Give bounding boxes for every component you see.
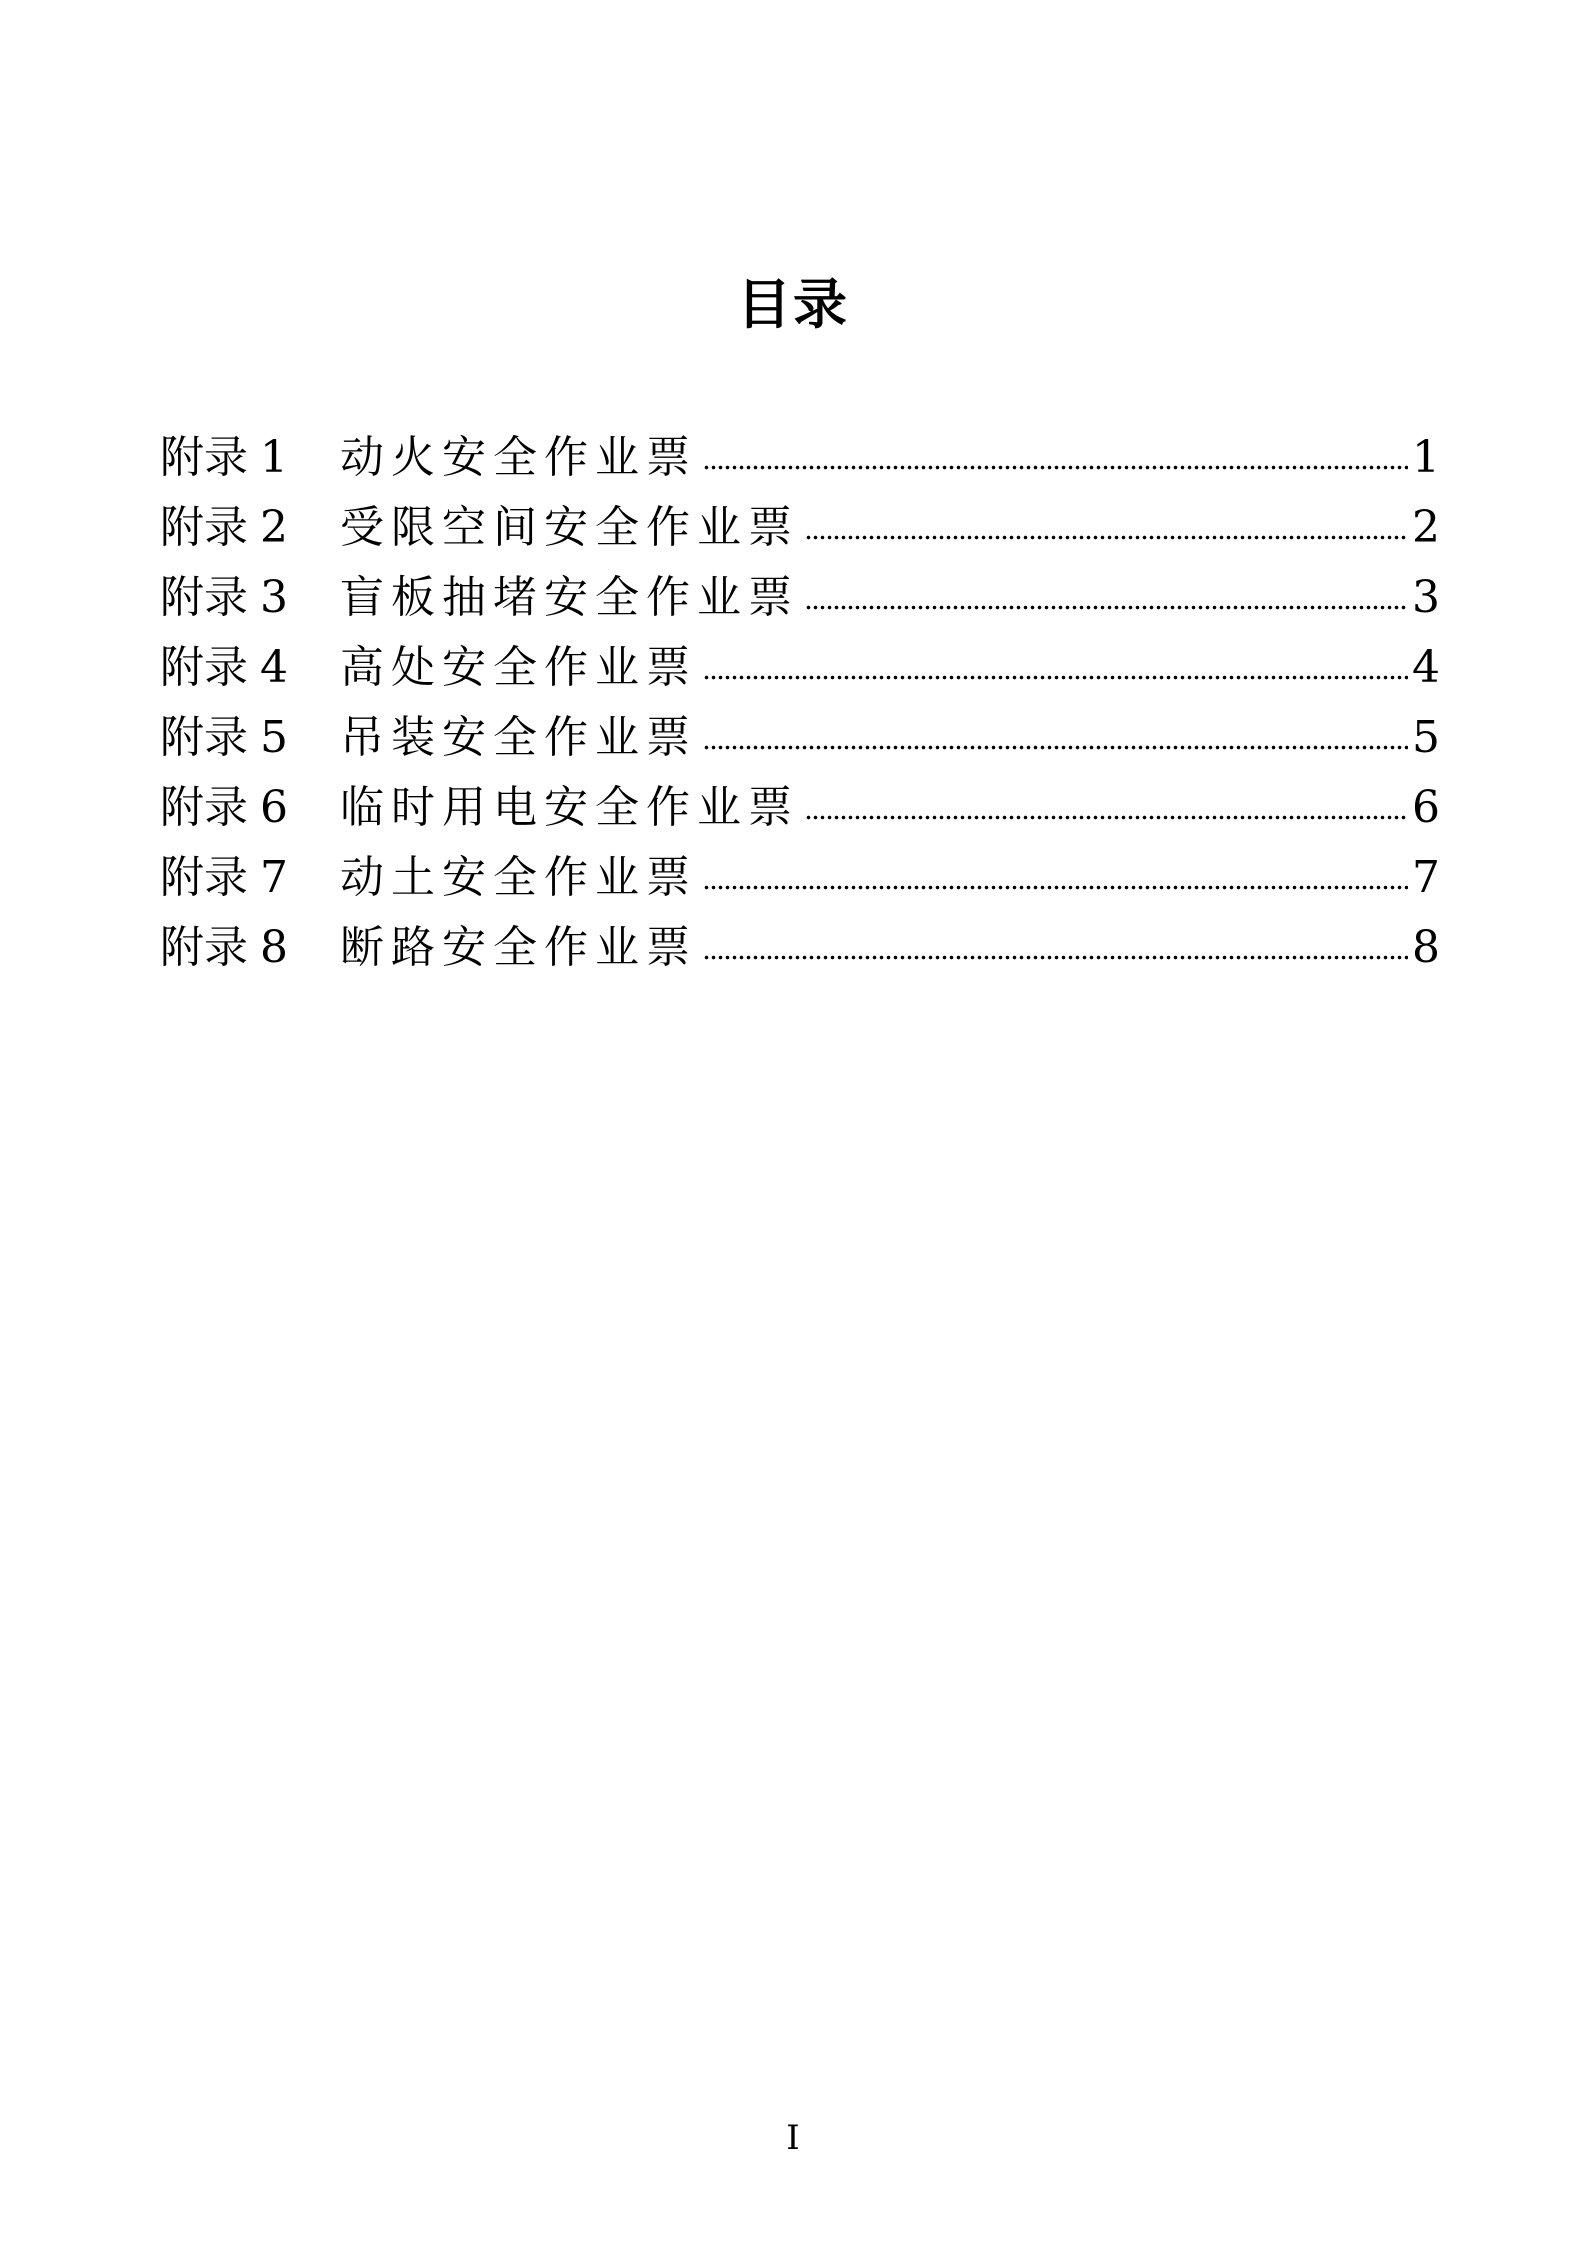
toc-dot-leader xyxy=(703,950,1408,962)
toc-dot-leader xyxy=(805,600,1408,612)
toc-entry[interactable] xyxy=(160,703,1438,773)
toc-entry-label: 附录 xyxy=(160,642,248,693)
toc-entry[interactable] xyxy=(160,493,1438,563)
toc-entry-page: 6 xyxy=(1412,782,1440,833)
toc-entry-title: 受限空间安全作业票 xyxy=(340,502,799,553)
toc-entry-number: 1 xyxy=(260,432,288,483)
toc-entry-page: 2 xyxy=(1412,502,1440,553)
toc-entry-prefix xyxy=(160,843,340,913)
toc-entry-page: 4 xyxy=(1412,642,1440,693)
toc-entry-label: 附录 xyxy=(160,852,248,903)
page-number: I xyxy=(786,2118,800,2158)
toc-entry[interactable] xyxy=(160,423,1438,493)
toc-entry[interactable] xyxy=(160,633,1438,703)
toc-entry-title: 高处安全作业票 xyxy=(340,642,697,693)
toc-entry-prefix xyxy=(160,913,340,983)
toc-entry-number: 8 xyxy=(260,922,288,973)
toc-entry-prefix xyxy=(160,773,340,843)
toc-entry-title: 动土安全作业票 xyxy=(340,852,697,903)
toc-entry-label: 附录 xyxy=(160,922,248,973)
toc-entry-label: 附录 xyxy=(160,572,248,623)
toc-entry-label: 附录 xyxy=(160,712,248,763)
toc-entry-number: 5 xyxy=(260,712,288,763)
toc-entry-label: 附录 xyxy=(160,432,248,483)
toc-entry-prefix xyxy=(160,563,340,633)
toc-entry-prefix xyxy=(160,703,340,773)
toc-dot-leader xyxy=(703,880,1408,892)
toc-entry-page: 8 xyxy=(1412,922,1440,973)
toc-entry-prefix xyxy=(160,633,340,703)
toc-entry-label: 附录 xyxy=(160,502,248,553)
toc-dot-leader xyxy=(703,740,1408,752)
toc-entry-page: 5 xyxy=(1412,712,1440,763)
toc-dot-leader xyxy=(805,530,1408,542)
toc-dot-leader xyxy=(703,670,1408,682)
toc-entry[interactable] xyxy=(160,563,1438,633)
toc-entry-number: 6 xyxy=(260,782,288,833)
toc-entry[interactable] xyxy=(160,843,1438,913)
toc-entry-page: 1 xyxy=(1412,432,1440,483)
toc-entry-label: 附录 xyxy=(160,782,248,833)
toc-dot-leader xyxy=(805,810,1408,822)
toc-entry-number: 3 xyxy=(260,572,288,623)
toc-entry-title: 吊装安全作业票 xyxy=(340,712,697,763)
page-title: 目录 xyxy=(737,273,849,336)
toc-entry-number: 7 xyxy=(260,852,288,903)
toc-entry-page: 3 xyxy=(1412,572,1440,623)
toc-entry-page: 7 xyxy=(1412,852,1440,903)
toc-entry-title: 盲板抽堵安全作业票 xyxy=(340,572,799,623)
toc-dot-leader xyxy=(703,460,1408,472)
toc-entry[interactable] xyxy=(160,773,1438,843)
toc-entry-number: 4 xyxy=(260,642,288,693)
toc-entry-prefix xyxy=(160,493,340,563)
toc-entry-title: 临时用电安全作业票 xyxy=(340,782,799,833)
toc-entry-title: 动火安全作业票 xyxy=(340,432,697,483)
toc-entry-prefix xyxy=(160,423,340,493)
table-of-contents xyxy=(160,423,1438,983)
toc-entry-number: 2 xyxy=(260,502,288,553)
toc-entry-title: 断路安全作业票 xyxy=(340,922,697,973)
toc-entry[interactable] xyxy=(160,913,1438,983)
